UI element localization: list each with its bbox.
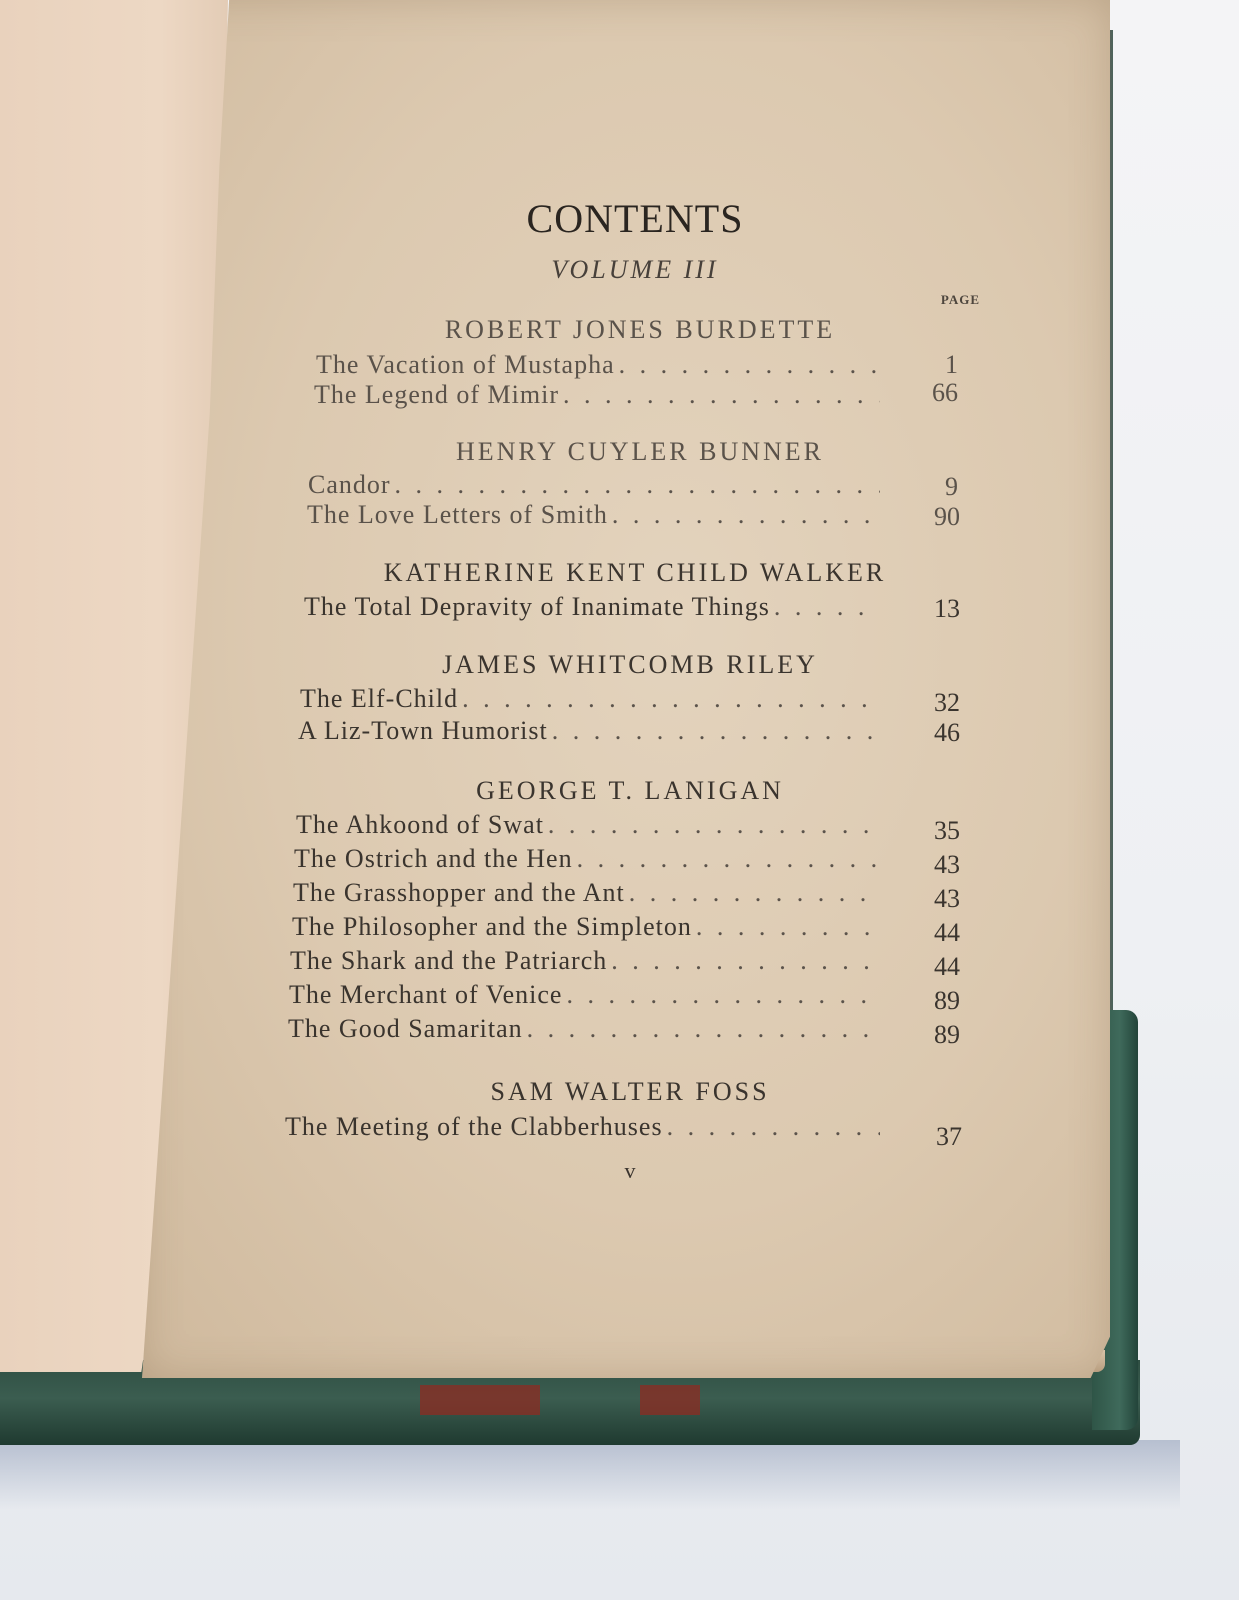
leader-dots (667, 1112, 880, 1142)
leader-dots (395, 470, 880, 500)
entry-page: 1 (945, 350, 958, 379)
entry-title: The Merchant of Venice (289, 980, 563, 1009)
entry-page: 35 (934, 816, 960, 845)
entry-page: 37 (936, 1122, 962, 1151)
volume-label: VOLUME III (551, 255, 719, 284)
leader-dots (552, 716, 880, 746)
toc-entry (300, 684, 884, 714)
leader-dots (566, 980, 880, 1010)
entry-title: The Ostrich and the Hen (294, 844, 573, 873)
entry-title: Candor (308, 470, 391, 499)
entry-title: A Liz-Town Humorist (298, 716, 548, 745)
entry-title: The Love Letters of Smith (307, 500, 608, 529)
leader-dots (619, 350, 880, 380)
toc-entry (285, 1112, 884, 1142)
toc-entry (288, 1014, 884, 1044)
author-heading: ROBERT JONES BURDETTE (444, 315, 836, 344)
author-heading: KATHERINE KENT CHILD WALKER (383, 558, 887, 587)
entry-page: 32 (934, 688, 960, 717)
toc-entry (296, 810, 884, 840)
leader-dots (548, 810, 880, 840)
leader-dots (629, 878, 880, 908)
entry-page: 44 (934, 918, 960, 947)
entry-title: The Elf-Child (300, 684, 459, 713)
leader-dots (774, 592, 880, 622)
entry-page: 66 (932, 378, 958, 407)
entry-title: The Vacation of Mustapha (316, 350, 615, 379)
page-column-label: PAGE (940, 292, 980, 307)
entry-page: 89 (934, 986, 960, 1015)
entry-title: The Good Samaritan (288, 1014, 523, 1043)
leader-dots (462, 684, 880, 714)
entry-page: 46 (934, 718, 960, 747)
entry-page: 9 (945, 472, 958, 501)
entry-title: The Philosopher and the Simpleton (292, 912, 692, 941)
toc-entry (293, 878, 884, 908)
entry-title: The Legend of Mimir (314, 380, 559, 409)
entry-page: 90 (934, 502, 960, 531)
toc-entry (292, 912, 884, 942)
toc-entry (304, 592, 884, 622)
author-heading: HENRY CUYLER BUNNER (455, 437, 825, 466)
toc-entry (314, 380, 884, 410)
entry-title: The Grasshopper and the Ant (293, 878, 625, 907)
toc-entry (294, 844, 884, 874)
entry-page: 43 (934, 884, 960, 913)
toc-entry (298, 716, 884, 746)
entry-page: 43 (934, 850, 960, 879)
author-heading: JAMES WHITCOMB RILEY (442, 650, 818, 679)
entry-page: 13 (934, 594, 960, 623)
leader-dots (563, 380, 880, 410)
leader-dots (611, 946, 880, 976)
toc-entry (289, 980, 884, 1010)
page-number: v (624, 1158, 636, 1183)
toc-entry (290, 946, 884, 976)
author-heading: SAM WALTER FOSS (490, 1077, 770, 1106)
entry-title: The Meeting of the Clabberhuses (285, 1112, 663, 1141)
leader-dots (696, 912, 880, 942)
entry-title: The Shark and the Patriarch (290, 946, 608, 975)
entry-page: 44 (934, 952, 960, 981)
page-title: CONTENTS (526, 196, 744, 241)
leader-dots (577, 844, 880, 874)
toc-entry (308, 470, 884, 500)
entry-title: The Total Depravity of Inanimate Things (304, 592, 770, 621)
toc-entry (316, 350, 884, 380)
toc-entry (307, 500, 884, 530)
entry-title: The Ahkoond of Swat (296, 810, 544, 839)
leader-dots (527, 1014, 880, 1044)
author-heading: GEORGE T. LANIGAN (476, 776, 784, 805)
entry-page: 89 (934, 1020, 960, 1049)
leader-dots (612, 500, 880, 530)
